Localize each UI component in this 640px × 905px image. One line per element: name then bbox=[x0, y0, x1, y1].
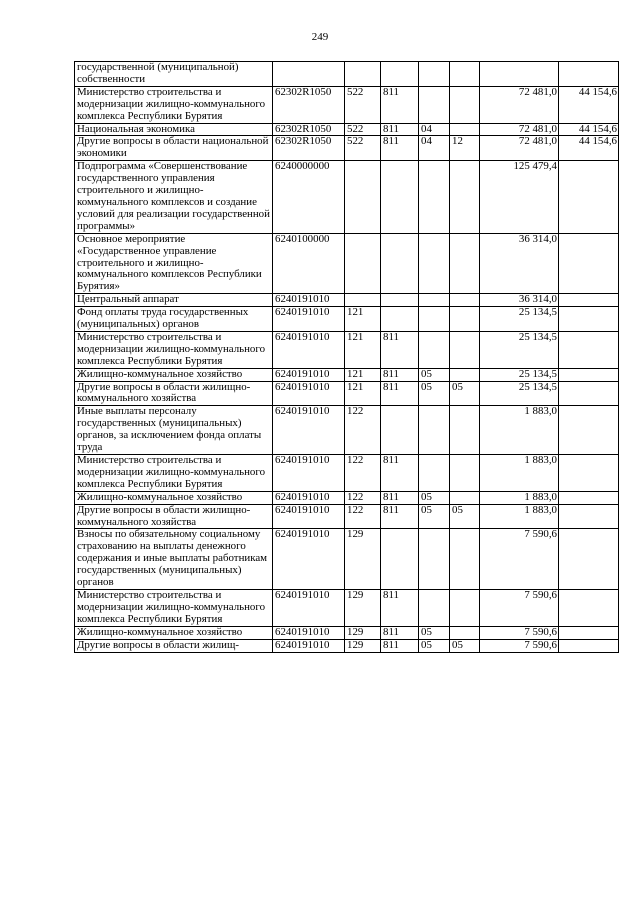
cell-amount-1: 36 314,0 bbox=[480, 233, 559, 294]
cell-administrator: 811 bbox=[381, 491, 419, 504]
cell-amount-2 bbox=[559, 307, 619, 332]
cell-amount-2: 44 154,6 bbox=[559, 136, 619, 161]
table-row bbox=[75, 589, 619, 626]
cell-name: Министерство строительства и модернизации жилищно-коммунального комплекса Республики Бурятия bbox=[75, 589, 273, 626]
page-number: 249 bbox=[311, 31, 329, 43]
cell-target-article: 6240191010 bbox=[273, 381, 345, 406]
cell-subsection bbox=[450, 123, 480, 136]
cell-name: Другие вопросы в области жилищно-коммунального хозяйства bbox=[75, 381, 273, 406]
cell-section: 05 bbox=[419, 626, 450, 639]
cell-administrator bbox=[381, 529, 419, 590]
cell-amount-1: 25 134,5 bbox=[480, 331, 559, 368]
table-row bbox=[75, 62, 619, 87]
table-row bbox=[75, 504, 619, 529]
cell-administrator: 811 bbox=[381, 136, 419, 161]
table-row bbox=[75, 491, 619, 504]
cell-section bbox=[419, 455, 450, 492]
cell-subsection bbox=[450, 368, 480, 381]
cell-name: Фонд оплаты труда государственных (муниципальных) органов bbox=[75, 307, 273, 332]
cell-amount-1: 7 590,6 bbox=[480, 639, 559, 652]
table-row bbox=[75, 529, 619, 590]
cell-expense-type: 121 bbox=[345, 381, 381, 406]
cell-expense-type bbox=[345, 62, 381, 87]
table-row bbox=[75, 86, 619, 123]
cell-administrator: 811 bbox=[381, 86, 419, 123]
cell-administrator: 811 bbox=[381, 455, 419, 492]
cell-section: 04 bbox=[419, 123, 450, 136]
cell-target-article: 6240191010 bbox=[273, 455, 345, 492]
budget-table-body bbox=[75, 62, 619, 653]
cell-amount-2 bbox=[559, 639, 619, 652]
cell-name: Взносы по обязательному социальному страхованию на выплаты денежного содержания и иные выплаты работникам государственных (муниципальных) органов bbox=[75, 529, 273, 590]
cell-target-article: 6240191010 bbox=[273, 307, 345, 332]
cell-amount-1: 1 883,0 bbox=[480, 406, 559, 455]
cell-administrator: 811 bbox=[381, 368, 419, 381]
cell-name: Министерство строительства и модернизации жилищно-коммунального комплекса Республики Бурятия bbox=[75, 86, 273, 123]
cell-amount-2 bbox=[559, 491, 619, 504]
cell-administrator bbox=[381, 307, 419, 332]
cell-target-article: 6240100000 bbox=[273, 233, 345, 294]
cell-amount-1: 7 590,6 bbox=[480, 589, 559, 626]
cell-administrator: 811 bbox=[381, 381, 419, 406]
cell-name: Жилищно-коммунальное хозяйство bbox=[75, 368, 273, 381]
cell-expense-type: 522 bbox=[345, 136, 381, 161]
cell-amount-1: 1 883,0 bbox=[480, 504, 559, 529]
cell-target-article: 6240191010 bbox=[273, 639, 345, 652]
cell-expense-type bbox=[345, 233, 381, 294]
cell-target-article: 6240191010 bbox=[273, 406, 345, 455]
cell-subsection bbox=[450, 455, 480, 492]
cell-section bbox=[419, 161, 450, 233]
cell-section bbox=[419, 62, 450, 87]
cell-administrator bbox=[381, 406, 419, 455]
cell-amount-1: 25 134,5 bbox=[480, 368, 559, 381]
cell-amount-1: 25 134,5 bbox=[480, 307, 559, 332]
cell-name: Другие вопросы в области жилищно-коммунального хозяйства bbox=[75, 504, 273, 529]
cell-section bbox=[419, 86, 450, 123]
cell-amount-2 bbox=[559, 626, 619, 639]
cell-expense-type: 122 bbox=[345, 455, 381, 492]
cell-expense-type: 522 bbox=[345, 86, 381, 123]
cell-subsection bbox=[450, 331, 480, 368]
cell-expense-type: 121 bbox=[345, 331, 381, 368]
cell-subsection: 05 bbox=[450, 504, 480, 529]
cell-amount-2 bbox=[559, 62, 619, 87]
cell-target-article: 6240191010 bbox=[273, 331, 345, 368]
cell-administrator: 811 bbox=[381, 639, 419, 652]
cell-amount-2 bbox=[559, 294, 619, 307]
cell-target-article: 6240191010 bbox=[273, 529, 345, 590]
cell-amount-1: 25 134,5 bbox=[480, 381, 559, 406]
cell-name: Подпрограмма «Совершенствование государственного управления строительного и жилищно-коммунального комплексов и создание условий для реализации государственной программы» bbox=[75, 161, 273, 233]
cell-expense-type: 122 bbox=[345, 406, 381, 455]
cell-amount-2 bbox=[559, 529, 619, 590]
cell-subsection bbox=[450, 161, 480, 233]
cell-subsection bbox=[450, 307, 480, 332]
cell-expense-type: 121 bbox=[345, 368, 381, 381]
cell-administrator bbox=[381, 233, 419, 294]
cell-amount-2 bbox=[559, 455, 619, 492]
budget-table bbox=[74, 61, 619, 653]
cell-expense-type: 122 bbox=[345, 491, 381, 504]
cell-subsection bbox=[450, 589, 480, 626]
cell-amount-1: 7 590,6 bbox=[480, 626, 559, 639]
cell-subsection: 05 bbox=[450, 639, 480, 652]
cell-name: Национальная экономика bbox=[75, 123, 273, 136]
cell-section bbox=[419, 529, 450, 590]
cell-target-article: 6240191010 bbox=[273, 589, 345, 626]
cell-administrator: 811 bbox=[381, 331, 419, 368]
table-row bbox=[75, 307, 619, 332]
cell-name: Жилищно-коммунальное хозяйство bbox=[75, 626, 273, 639]
cell-name: Центральный аппарат bbox=[75, 294, 273, 307]
cell-amount-1 bbox=[480, 62, 559, 87]
cell-subsection: 05 bbox=[450, 381, 480, 406]
cell-target-article: 6240000000 bbox=[273, 161, 345, 233]
cell-subsection bbox=[450, 626, 480, 639]
cell-section: 05 bbox=[419, 504, 450, 529]
cell-name: Иные выплаты персоналу государственных (муниципальных) органов, за исключением фонда оплаты труда bbox=[75, 406, 273, 455]
cell-amount-2 bbox=[559, 233, 619, 294]
cell-section bbox=[419, 589, 450, 626]
cell-amount-1: 1 883,0 bbox=[480, 455, 559, 492]
cell-expense-type: 122 bbox=[345, 504, 381, 529]
cell-subsection bbox=[450, 406, 480, 455]
table-row bbox=[75, 161, 619, 233]
cell-amount-1: 72 481,0 bbox=[480, 136, 559, 161]
cell-expense-type: 129 bbox=[345, 626, 381, 639]
cell-section bbox=[419, 406, 450, 455]
table-row bbox=[75, 294, 619, 307]
cell-target-article: 62302R1050 bbox=[273, 86, 345, 123]
cell-section bbox=[419, 331, 450, 368]
cell-amount-2 bbox=[559, 504, 619, 529]
table-row bbox=[75, 455, 619, 492]
table-row bbox=[75, 136, 619, 161]
cell-name: государственной (муниципальной) собственности bbox=[75, 62, 273, 87]
table-row bbox=[75, 381, 619, 406]
table-row bbox=[75, 368, 619, 381]
cell-amount-2 bbox=[559, 368, 619, 381]
cell-expense-type: 522 bbox=[345, 123, 381, 136]
table-row bbox=[75, 639, 619, 652]
cell-amount-2 bbox=[559, 381, 619, 406]
table-row bbox=[75, 626, 619, 639]
table-row bbox=[75, 233, 619, 294]
cell-target-article: 6240191010 bbox=[273, 294, 345, 307]
cell-target-article: 6240191010 bbox=[273, 504, 345, 529]
cell-amount-1: 72 481,0 bbox=[480, 86, 559, 123]
cell-amount-2: 44 154,6 bbox=[559, 86, 619, 123]
cell-target-article bbox=[273, 62, 345, 87]
cell-subsection: 12 bbox=[450, 136, 480, 161]
cell-administrator bbox=[381, 62, 419, 87]
cell-target-article: 62302R1050 bbox=[273, 123, 345, 136]
cell-subsection bbox=[450, 529, 480, 590]
cell-subsection bbox=[450, 491, 480, 504]
cell-target-article: 6240191010 bbox=[273, 626, 345, 639]
cell-name: Министерство строительства и модернизации жилищно-коммунального комплекса Республики Бурятия bbox=[75, 455, 273, 492]
cell-section: 04 bbox=[419, 136, 450, 161]
cell-administrator: 811 bbox=[381, 589, 419, 626]
cell-amount-2: 44 154,6 bbox=[559, 123, 619, 136]
table-row bbox=[75, 123, 619, 136]
cell-administrator: 811 bbox=[381, 504, 419, 529]
cell-section: 05 bbox=[419, 491, 450, 504]
cell-amount-1: 36 314,0 bbox=[480, 294, 559, 307]
cell-amount-2 bbox=[559, 406, 619, 455]
cell-subsection bbox=[450, 86, 480, 123]
cell-amount-1: 125 479,4 bbox=[480, 161, 559, 233]
cell-expense-type: 129 bbox=[345, 639, 381, 652]
cell-section bbox=[419, 294, 450, 307]
cell-section bbox=[419, 307, 450, 332]
cell-administrator bbox=[381, 294, 419, 307]
cell-expense-type bbox=[345, 294, 381, 307]
table-row bbox=[75, 406, 619, 455]
cell-name: Жилищно-коммунальное хозяйство bbox=[75, 491, 273, 504]
cell-expense-type: 129 bbox=[345, 589, 381, 626]
cell-subsection bbox=[450, 233, 480, 294]
cell-name: Другие вопросы в области национальной экономики bbox=[75, 136, 273, 161]
cell-section: 05 bbox=[419, 368, 450, 381]
cell-administrator: 811 bbox=[381, 123, 419, 136]
cell-expense-type: 129 bbox=[345, 529, 381, 590]
cell-amount-1: 72 481,0 bbox=[480, 123, 559, 136]
cell-amount-2 bbox=[559, 161, 619, 233]
cell-amount-1: 7 590,6 bbox=[480, 529, 559, 590]
table-row bbox=[75, 331, 619, 368]
cell-amount-2 bbox=[559, 331, 619, 368]
cell-subsection bbox=[450, 62, 480, 87]
cell-section bbox=[419, 233, 450, 294]
cell-expense-type: 121 bbox=[345, 307, 381, 332]
cell-amount-2 bbox=[559, 589, 619, 626]
cell-administrator bbox=[381, 161, 419, 233]
cell-target-article: 62302R1050 bbox=[273, 136, 345, 161]
cell-name: Другие вопросы в области жилищ- bbox=[75, 639, 273, 652]
cell-subsection bbox=[450, 294, 480, 307]
cell-section: 05 bbox=[419, 381, 450, 406]
cell-section: 05 bbox=[419, 639, 450, 652]
cell-amount-1: 1 883,0 bbox=[480, 491, 559, 504]
cell-expense-type bbox=[345, 161, 381, 233]
cell-name: Основное мероприятие «Государственное управление строительного и жилищно-коммунального комплексов Республики Бурятия» bbox=[75, 233, 273, 294]
cell-target-article: 6240191010 bbox=[273, 491, 345, 504]
cell-administrator: 811 bbox=[381, 626, 419, 639]
cell-name: Министерство строительства и модернизации жилищно-коммунального комплекса Республики Бурятия bbox=[75, 331, 273, 368]
cell-target-article: 6240191010 bbox=[273, 368, 345, 381]
